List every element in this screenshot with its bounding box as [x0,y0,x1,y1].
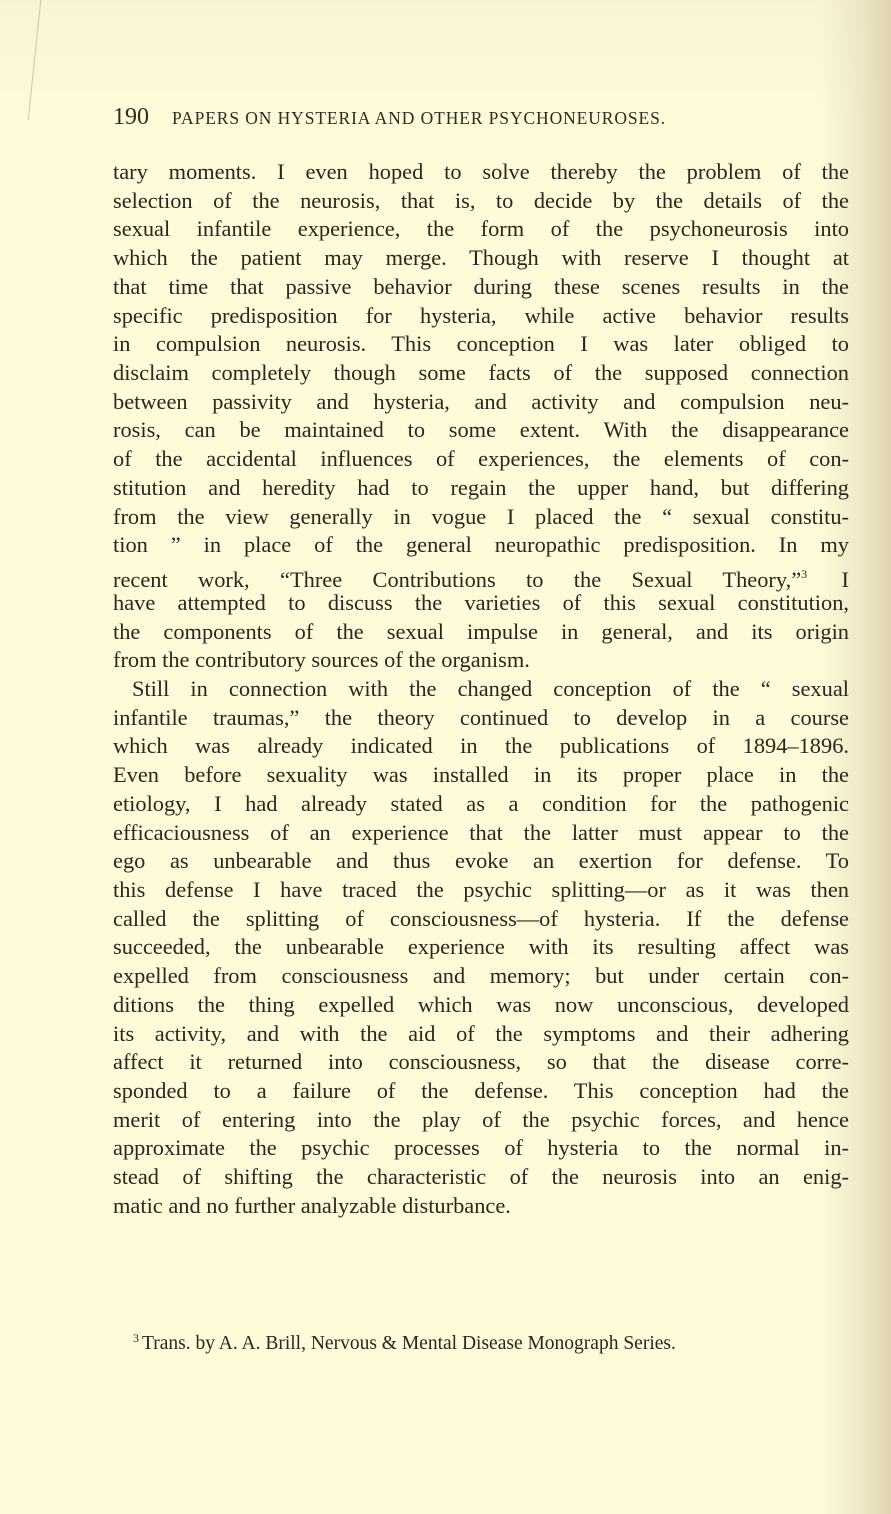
text-line: specific predisposition for hysteria, while active behavior results [113,302,849,328]
page-number: 190 [113,104,149,130]
text-line: selection of the neurosis, that is, to decide by the details of the [113,187,849,213]
text-line-with-footnote-ref [113,560,849,593]
text-line: which was already indicated in the publications of 1894–1896. [113,733,849,759]
text-line: merit of entering into the play of the psychic forces, and hence [113,1106,849,1132]
text-line: tary moments. I even hoped to solve thereby the problem of the [113,159,849,184]
text-line: sexual infantile experience, the form of the psychoneurosis into [113,216,849,242]
text-line: of the accidental influences of experiences, the elements of con- [113,446,849,472]
footnote-reference[interactable]: 3 [801,567,808,582]
text-line: ego as unbearable and thus evoke an exertion for defense. To [113,848,849,874]
paragraph-2 [113,675,849,1221]
text-line-segment: recent work, “Three Contributions to the Sexual Theory,” [113,567,802,593]
footnote [133,1326,853,1356]
paragraph-1 [113,158,849,675]
text-line: Still in connection with the changed conception of the “ sexual [132,675,849,701]
running-header [113,104,813,134]
text-line: this defense I have traced the psychic splitting—or as it was then [113,876,849,902]
page-edge-shadow [28,0,42,120]
text-line: Even before sexuality was installed in its proper place in the [113,762,849,788]
text-line: stitution and heredity had to regain the upper hand, but differing [113,474,849,500]
text-line: stead of shifting the characteristic of the neurosis into an enig- [113,1164,849,1190]
text-line: have attempted to discuss the varieties of this sexual constitution, [113,589,849,615]
text-line: approximate the psychic processes of hysteria to the normal in- [113,1135,849,1161]
text-line: called the splitting of consciousness—of hysteria. If the defense [113,905,849,931]
text-line: which the patient may merge. Though with reserve I thought at [113,245,849,271]
text-line: disclaim completely though some facts of the supposed connection [113,360,849,386]
text-line: between passivity and hysteria, and activity and compulsion neu- [113,388,849,414]
text-line: from the contributory sources of the organism. [113,647,530,673]
text-line: its activity, and with the aid of the symptoms and their adhering [113,1020,849,1046]
footnote-marker: 3 [133,1331,139,1345]
text-line: succeeded, the unbearable experience with its resulting affect was [113,934,849,960]
text-line: matic and no further analyzable disturbance. [113,1192,511,1218]
text-line: etiology, I had already stated as a condition for the pathogenic [113,790,849,816]
text-line: infantile traumas,” the theory continued to develop in a course [113,704,849,730]
text-line: rosis, can be maintained to some extent. With the disappearance [113,417,849,443]
text-line: in compulsion neurosis. This conception I was later obliged to [113,331,849,357]
text-line: efficaciousness of an experience that the latter must appear to the [113,819,849,845]
body-text [113,158,849,1221]
text-line-segment: I [841,567,849,593]
footnote-text: Trans. by A. A. Brill, Nervous & Mental Disease Monograph Series. [142,1333,676,1354]
text-line: the components of the sexual impulse in general, and its origin [113,618,849,644]
text-line: expelled from consciousness and memory; but under certain con- [113,963,849,989]
text-line: affect it returned into consciousness, so that the disease corre- [113,1049,849,1075]
text-line: ditions the thing expelled which was now unconscious, developed [113,991,849,1017]
running-title: PAPERS ON HYSTERIA AND OTHER PSYCHONEUROSES. [172,108,667,128]
text-line: sponded to a failure of the defense. This conception had the [113,1078,849,1103]
text-line: from the view generally in vogue I placed the “ sexual constitu- [113,503,849,529]
text-line: that time that passive behavior during these scenes results in the [113,273,849,299]
text-line: tion ” in place of the general neuropathic predisposition. In my [113,532,849,558]
